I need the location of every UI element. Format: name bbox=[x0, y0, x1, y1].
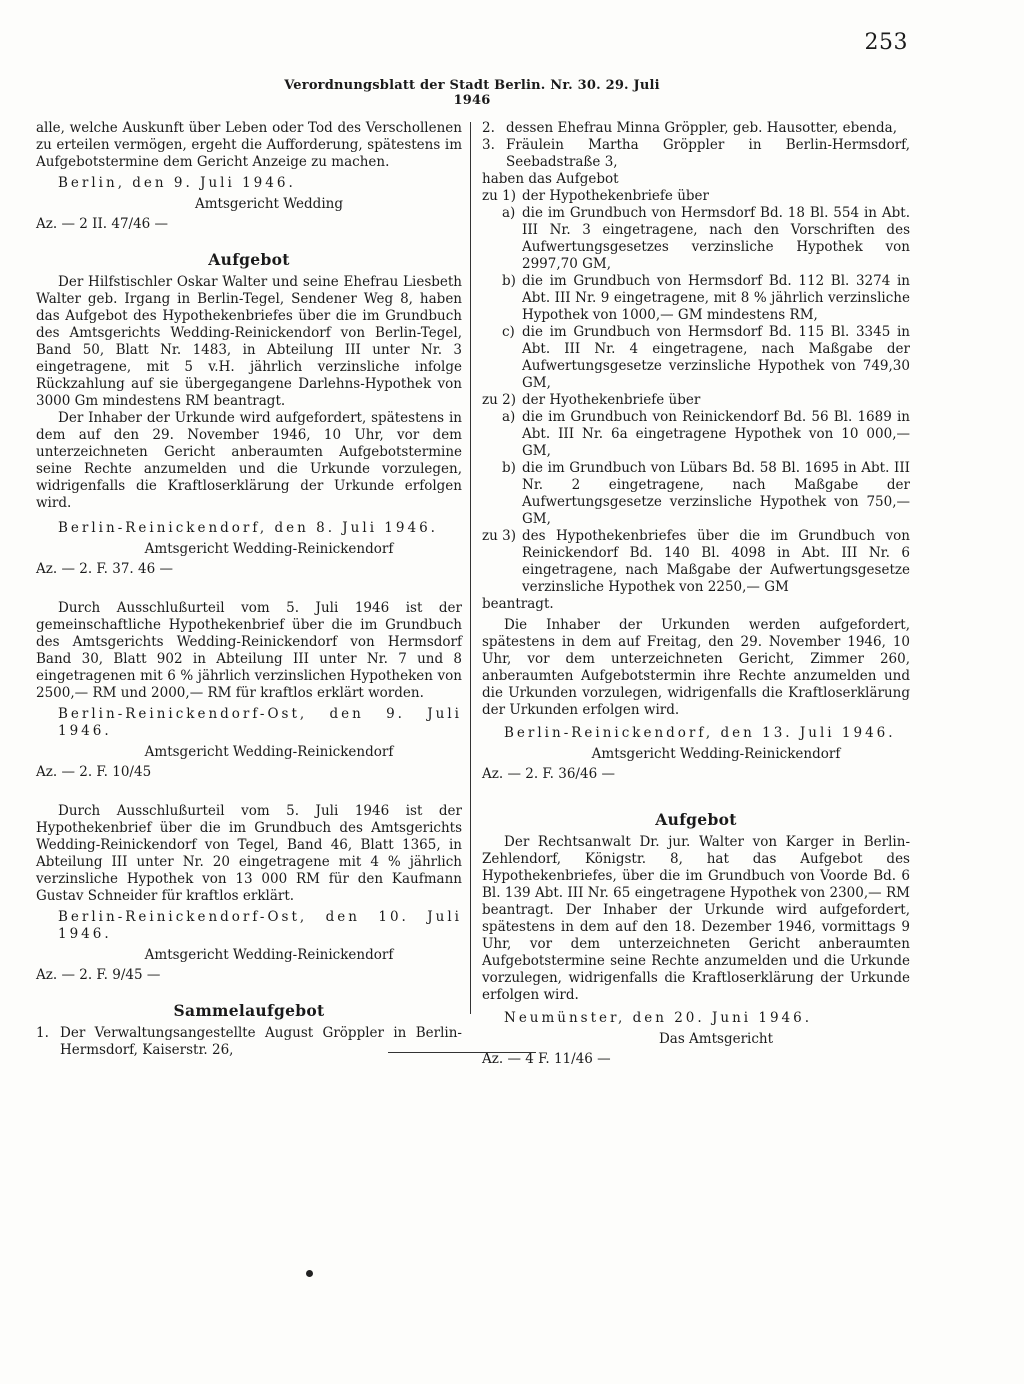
intro-paragraph: alle, welche Auskunft über Leben oder Tod des Verschollenen zu erteilen vermögen, ergeht die Aufforderung, spätestens im Aufgebotstermine dem Gericht Anzeige zu machen. bbox=[36, 120, 462, 170]
urteil2-reference: Az. — 2. F. 9/45 — bbox=[36, 967, 161, 983]
sammel-reference: Az. — 2. F. 36/46 — bbox=[482, 766, 615, 782]
bottom-rule bbox=[388, 1052, 536, 1053]
page-number: 253 bbox=[864, 30, 908, 55]
sub-text: die im Grundbuch von Reinickendorf Bd. 56 Bl. 1689 in Abt. III Nr. 6a eingetragene Hypothek von 10 000,— GM, bbox=[522, 409, 910, 459]
zu-label: zu 1) bbox=[482, 188, 516, 204]
aufgebot1-court: Amtsgericht Wedding-Reinickendorf bbox=[144, 541, 394, 557]
list-item-text: Der Verwaltungsangestellte August Gröppler in Berlin-Hermsdorf, Kaiserstr. 26, bbox=[60, 1025, 462, 1058]
aufgebot3-paragraph: Der Rechtsanwalt Dr. jur. Walter von Karger in Berlin-Zehlendorf, Königstr. 8, hat das Aufgebot des Hypothekenbriefes, über die im Grundbuch von Voorde Bd. 6 Bl. 139 Abt. III Nr. 65 eingetragene Hypothek von 2300,— RM beantragt. Der Inhaber der Urkunde wird aufgefordert, spätestens in dem auf den 18. Dezember 1946, vormittags 9 Uhr, vor dem unterzeichneten Gericht anberaumten Aufgebotstermine seine Rechte anzumelden und die Urkunde vorzulegen, widrigenfalls die Kraftloserklärung der Urkunde erfolgen wird. bbox=[482, 834, 910, 1003]
urteil1-court: Amtsgericht Wedding-Reinickendorf bbox=[144, 744, 394, 760]
zu-item bbox=[482, 188, 910, 205]
column-divider bbox=[470, 122, 471, 1014]
list-item-number: 3. bbox=[482, 137, 495, 153]
sub-text: die im Grundbuch von Hermsdorf Bd. 115 Bl. 3345 in Abt. III Nr. 4 eingetragene, nach Maßgabe der Aufwertungsgesetze verzinsliche Hypothek von 749,30 GM, bbox=[522, 324, 910, 391]
spacer bbox=[36, 781, 462, 803]
inhaber-paragraph: Die Inhaber der Urkunden werden aufgefordert, spätestens in dem auf Freitag, den 29. November 1946, 10 Uhr, vor dem unterzeichneten Gericht, Zimmer 260, anberaumten Aufgebotstermin ihre Rechte anzumelden und die Urkunden vorzulegen, widrigenfalls die Kraftloserklärung der Urkunden erfolgen wird. bbox=[482, 617, 910, 718]
urteil1-reference: Az. — 2. F. 10/45 bbox=[36, 764, 152, 780]
intro-court: Amtsgericht Wedding bbox=[195, 196, 343, 212]
zu-item bbox=[482, 392, 910, 409]
sammel-signature: Berlin-Reinickendorf, den 13. Juli 1946. bbox=[504, 725, 896, 741]
sub-item bbox=[482, 460, 910, 528]
list-item-text: Fräulein Martha Gröppler in Berlin-Hermsdorf, Seebadstraße 3, bbox=[506, 137, 910, 170]
beantragt-line: beantragt. bbox=[482, 596, 554, 612]
zu-label: zu 2) bbox=[482, 392, 516, 408]
urteil2-court: Amtsgericht Wedding-Reinickendorf bbox=[144, 947, 394, 963]
aufgebot3-signature: Neumünster, den 20. Juni 1946. bbox=[504, 1010, 813, 1026]
zu-label: zu 3) bbox=[482, 528, 516, 544]
intro-signature: Berlin, den 9. Juli 1946. bbox=[58, 175, 296, 191]
left-column bbox=[36, 120, 462, 1059]
aufgebot3-reference: Az. — 4 F. 11/46 — bbox=[482, 1051, 611, 1067]
sub-text: die im Grundbuch von Lübars Bd. 58 Bl. 1695 in Abt. III Nr. 2 eingetragene, nach Maßgabe der Aufwertungsgesetze verzinsliche Hypothek von 750,— GM, bbox=[522, 460, 910, 527]
list-item bbox=[36, 1025, 462, 1059]
aufgebot1-paragraph-2: Der Inhaber der Urkunde wird aufgefordert, spätestens in dem auf den 29. November 1946, 10 Uhr, vor dem unterzeichneten Gericht anberaumten Aufgebotstermine seine Rechte anzumelden und die Urkunde vorzulegen, widrigenfalls die Kraftloserklärung der Urkunde erfolgen wird. bbox=[36, 410, 462, 511]
list-item bbox=[482, 120, 910, 137]
urteil1-signature: Berlin-Reinickendorf-Ost, den 9. Juli 1946. bbox=[58, 706, 462, 739]
zu-text: des Hypothekenbriefes über die im Grundbuch von Reinickendorf Bd. 140 Bl. 4098 in Abt. III Nr. 6 eingetragene, nach Maßgabe der Aufwertungsgesetze verzinsliche Hypothek von 2250,— GM bbox=[522, 528, 910, 595]
sub-text: die im Grundbuch von Hermsdorf Bd. 18 Bl. 554 in Abt. III Nr. 3 eingetragene, nach den Vorschriften des Aufwertungsgesetzes verzinsliche Hypothek von 2997,70 GM, bbox=[522, 205, 910, 272]
list-item-number: 1. bbox=[36, 1025, 49, 1041]
sub-item bbox=[482, 409, 910, 460]
section-heading-sammelaufgebot: Sammelaufgebot bbox=[173, 1001, 325, 1020]
sub-label: a) bbox=[502, 409, 516, 425]
aufgebot3-court: Das Amtsgericht bbox=[658, 1031, 774, 1047]
urteil2-paragraph: Durch Ausschlußurteil vom 5. Juli 1946 ist der Hypothekenbrief über die im Grundbuch des Amtsgerichts Wedding-Reinickendorf von Tegel, Band 46, Blatt 1365, in Abteilung III unter Nr. 20 eingetragene mit 4 % jährlich verzinsliche Hypothek von 13 000 RM für den Kaufmann Gustav Schneider für kraftlos erklärt. bbox=[36, 803, 462, 904]
sub-label: b) bbox=[502, 460, 516, 476]
sub-label: c) bbox=[502, 324, 515, 340]
aufgebot1-paragraph-1: Der Hilfstischler Oskar Walter und seine Ehefrau Liesbeth Walter geb. Irgang in Berlin-Tegel, Sendener Weg 8, haben das Aufgebot des Hypothekenbriefes über die im Grundbuch des Amtsgerichts Wedding-Reinickendorf von Berlin-Tegel, Band 50, Blatt Nr. 1483, in Abteilung III unter Nr. 3 eingetragene, mit 5 v.H. jährlich verzinsliche infolge Rückzahlung auf sie übergegangene Darlehns-Hypothek von 3000 Gm mindestens RM beantragt. bbox=[36, 274, 462, 409]
sammel-court: Amtsgericht Wedding-Reinickendorf bbox=[591, 746, 841, 762]
sub-item bbox=[482, 205, 910, 273]
aufgebot1-signature: Berlin-Reinickendorf, den 8. Juli 1946. bbox=[58, 520, 438, 536]
running-head: Verordnungsblatt der Stadt Berlin. Nr. 30. 29. Juli 1946 bbox=[284, 78, 660, 108]
intro-reference: Az. — 2 II. 47/46 — bbox=[36, 216, 169, 232]
urteil2-signature: Berlin-Reinickendorf-Ost, den 10. Juli 1946. bbox=[58, 909, 462, 942]
haben-line: haben das Aufgebot bbox=[482, 171, 619, 187]
urteil1-paragraph: Durch Ausschlußurteil vom 5. Juli 1946 ist der gemeinschaftliche Hypothekenbrief über die im Grundbuch des Amtsgerichts Wedding-Reinickendorf von Hermsdorf Band 30, Blatt 902 in Abteilung III unter Nr. 7 und 8 eingetragenen mit 6 % jährlich verzinslichen Hypotheken von 2500,— RM und 2000,— RM für kraftlos erklärt worden. bbox=[36, 600, 462, 701]
sub-item bbox=[482, 324, 910, 392]
spacer bbox=[36, 578, 462, 600]
sub-text: die im Grundbuch von Hermsdorf Bd. 112 Bl. 3274 in Abt. III Nr. 9 eingetragene, mit 8 % jährlich verzinsliche Hypothek von 1000,— GM mindestens RM, bbox=[522, 273, 910, 323]
sub-item bbox=[482, 273, 910, 324]
right-column bbox=[482, 120, 910, 1068]
list-item-number: 2. bbox=[482, 120, 495, 136]
list-item-text: dessen Ehefrau Minna Gröppler, geb. Hausotter, ebenda, bbox=[506, 120, 897, 136]
section-heading-aufgebot-3: Aufgebot bbox=[655, 810, 737, 829]
zu-text: der Hyothekenbriefe über bbox=[522, 392, 701, 408]
sub-label: b) bbox=[502, 273, 516, 289]
zu-item bbox=[482, 528, 910, 596]
section-heading-aufgebot-1: Aufgebot bbox=[208, 250, 290, 269]
sub-label: a) bbox=[502, 205, 516, 221]
zu-text: der Hypothekenbriefe über bbox=[522, 188, 709, 204]
list-item bbox=[482, 137, 910, 171]
aufgebot1-reference: Az. — 2. F. 37. 46 — bbox=[36, 561, 173, 577]
ink-dot bbox=[306, 1270, 313, 1277]
